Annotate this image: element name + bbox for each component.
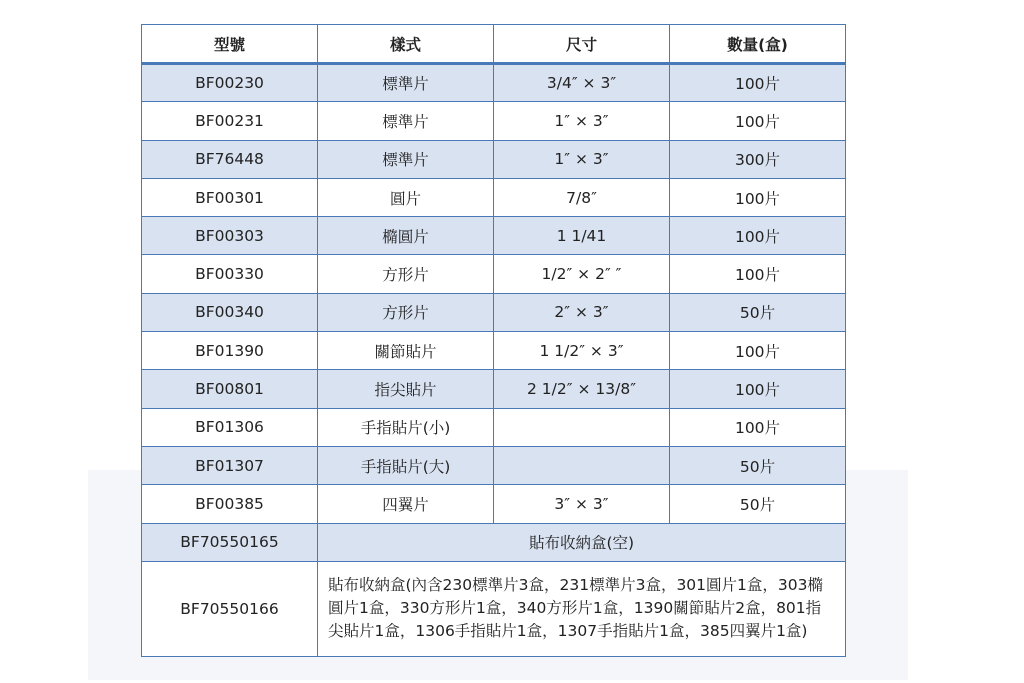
cell-style: 手指貼片(小) xyxy=(318,408,494,446)
cell-model: BF76448 xyxy=(142,140,318,178)
cell-size: 1 1/41 xyxy=(494,217,670,255)
cell-model: BF00340 xyxy=(142,293,318,331)
table-row xyxy=(142,370,846,408)
table-row xyxy=(142,217,846,255)
cell-size: 2 1/2″ × 13/8″ xyxy=(494,370,670,408)
header-quantity: 數量(盒) xyxy=(670,25,846,64)
cell-style: 指尖貼片 xyxy=(318,370,494,408)
table-row xyxy=(142,178,846,216)
table-row xyxy=(142,64,846,102)
cell-quantity: 50片 xyxy=(670,293,846,331)
cell-size xyxy=(494,446,670,484)
table-row xyxy=(142,408,846,446)
cell-model: BF01390 xyxy=(142,332,318,370)
cell-model: BF00330 xyxy=(142,255,318,293)
cell-style: 標準片 xyxy=(318,64,494,102)
header-model: 型號 xyxy=(142,25,318,64)
table-row xyxy=(142,255,846,293)
cell-description: 貼布收納盒(內含230標準片3盒，231標準片3盒，301圓片1盒，303橢圓片1盒，330方形片1盒，340方形片1盒，1390關節貼片2盒，801指尖貼片1盒，1306手指貼片1盒，1307手指貼片1盒，385四翼片1盒) xyxy=(318,561,846,656)
cell-size: 3″ × 3″ xyxy=(494,485,670,523)
cell-style: 關節貼片 xyxy=(318,332,494,370)
cell-quantity: 100片 xyxy=(670,332,846,370)
cell-model: BF00230 xyxy=(142,64,318,102)
cell-size: 1/2″ × 2″ ″ xyxy=(494,255,670,293)
table-row xyxy=(142,332,846,370)
table-header-row xyxy=(142,25,846,64)
cell-quantity: 100片 xyxy=(670,64,846,102)
cell-model: BF00301 xyxy=(142,178,318,216)
cell-size: 1 1/2″ × 3″ xyxy=(494,332,670,370)
cell-model: BF70550165 xyxy=(142,523,318,561)
product-spec-table xyxy=(141,24,846,657)
cell-quantity: 300片 xyxy=(670,140,846,178)
table-row xyxy=(142,102,846,140)
cell-quantity: 100片 xyxy=(670,217,846,255)
table-row xyxy=(142,446,846,484)
cell-quantity: 50片 xyxy=(670,485,846,523)
cell-style: 四翼片 xyxy=(318,485,494,523)
cell-size: 7/8″ xyxy=(494,178,670,216)
cell-quantity: 100片 xyxy=(670,178,846,216)
header-style: 樣式 xyxy=(318,25,494,64)
cell-quantity: 50片 xyxy=(670,446,846,484)
header-size: 尺寸 xyxy=(494,25,670,64)
cell-style: 圓片 xyxy=(318,178,494,216)
cell-description: 貼布收納盒(空) xyxy=(318,523,846,561)
cell-style: 橢圓片 xyxy=(318,217,494,255)
cell-size: 2″ × 3″ xyxy=(494,293,670,331)
cell-quantity: 100片 xyxy=(670,255,846,293)
cell-size xyxy=(494,408,670,446)
cell-quantity: 100片 xyxy=(670,408,846,446)
table-row xyxy=(142,293,846,331)
cell-model: BF00801 xyxy=(142,370,318,408)
cell-size: 1″ × 3″ xyxy=(494,102,670,140)
cell-size: 1″ × 3″ xyxy=(494,140,670,178)
cell-style: 標準片 xyxy=(318,140,494,178)
cell-model: BF00303 xyxy=(142,217,318,255)
cell-quantity: 100片 xyxy=(670,370,846,408)
cell-model: BF70550166 xyxy=(142,561,318,656)
cell-style: 方形片 xyxy=(318,255,494,293)
cell-model: BF01306 xyxy=(142,408,318,446)
table-row-empty-box xyxy=(142,523,846,561)
cell-model: BF01307 xyxy=(142,446,318,484)
cell-style: 標準片 xyxy=(318,102,494,140)
cell-model: BF00231 xyxy=(142,102,318,140)
cell-quantity: 100片 xyxy=(670,102,846,140)
table-row xyxy=(142,140,846,178)
cell-size: 3/4″ × 3″ xyxy=(494,64,670,102)
cell-style: 方形片 xyxy=(318,293,494,331)
table-row xyxy=(142,485,846,523)
cell-style: 手指貼片(大) xyxy=(318,446,494,484)
cell-model: BF00385 xyxy=(142,485,318,523)
table-row-kit-box xyxy=(142,561,846,656)
